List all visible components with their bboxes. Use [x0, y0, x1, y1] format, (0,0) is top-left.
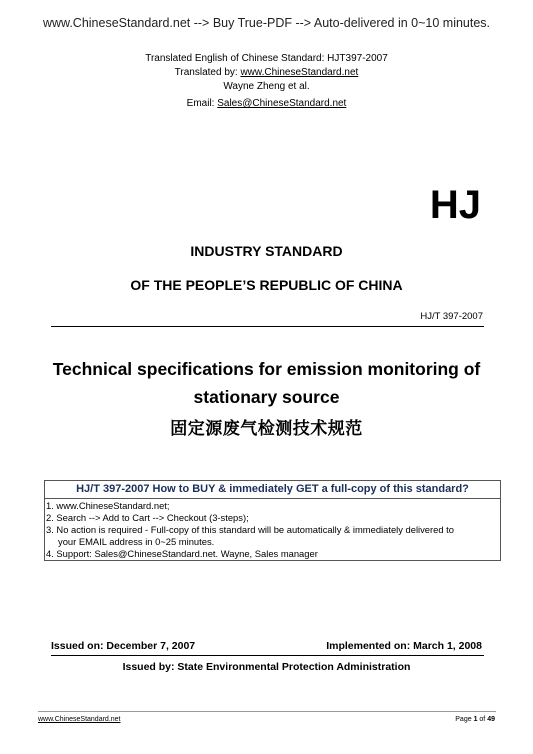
author-line: Wayne Zheng et al.	[223, 81, 310, 92]
title-line-1: Technical specifications for emission monitoring of	[52, 359, 481, 379]
email-line	[0, 97, 533, 110]
heading-prc: OF THE PEOPLE’S REPUBLIC OF CHINA	[130, 277, 403, 293]
email-label: Email:	[186, 98, 218, 109]
issued-on: Issued on: December 7, 2007	[51, 640, 196, 652]
standard-code: HJ/T 397-2007	[420, 311, 483, 322]
purchase-step-continued: your EMAIL address in 0~25 minutes.	[58, 536, 215, 547]
header-rule	[51, 326, 484, 327]
top-banner: www.ChineseStandard.net --> Buy True-PDF --> Auto-delivered in 0~10 minutes.	[42, 16, 491, 30]
title-line-2: stationary source	[193, 387, 340, 407]
footer-rule	[38, 711, 496, 712]
purchase-step: 4. Support: Sales@ChineseStandard.net. Wayne, Sales manager	[46, 548, 318, 559]
issued-by: Issued by: State Environmental Protection Administration	[122, 661, 411, 673]
purchase-box-heading: HJ/T 397-2007 How to BUY & immediately GET a full-copy of this standard?	[45, 481, 500, 499]
hj-logo: HJ	[429, 183, 481, 227]
email-link[interactable]: Sales@ChineseStandard.net	[217, 98, 347, 109]
implemented-on: Implemented on: March 1, 2008	[326, 640, 482, 652]
page-indicator	[455, 716, 495, 723]
page-number: 1	[473, 716, 478, 723]
dates-rule	[51, 655, 484, 656]
translated-by	[0, 66, 533, 79]
page-prefix: Page	[455, 716, 474, 723]
page-total: 49	[487, 716, 495, 723]
translator-site-link[interactable]: www.ChineseStandard.net	[240, 67, 359, 78]
heading-industry-standard: INDUSTRY STANDARD	[190, 243, 343, 259]
title-chinese: 固定源废气检测技术规范	[170, 419, 363, 439]
page-mid: of	[477, 716, 488, 723]
purchase-step: 3. No action is required - Full-copy of this standard will be automatically & immediately delivered to	[46, 524, 454, 535]
purchase-steps	[45, 500, 500, 560]
translated-by-label: Translated by:	[174, 67, 241, 78]
purchase-step: 2. Search --> Add to Cart --> Checkout (3-steps);	[46, 512, 249, 523]
footer-site-link[interactable]: www.ChineseStandard.net	[38, 716, 121, 723]
purchase-box	[44, 480, 501, 561]
translation-note: Translated English of Chinese Standard: HJT397-2007	[145, 53, 388, 64]
purchase-step[interactable]: 1. www.ChineseStandard.net;	[46, 500, 170, 511]
